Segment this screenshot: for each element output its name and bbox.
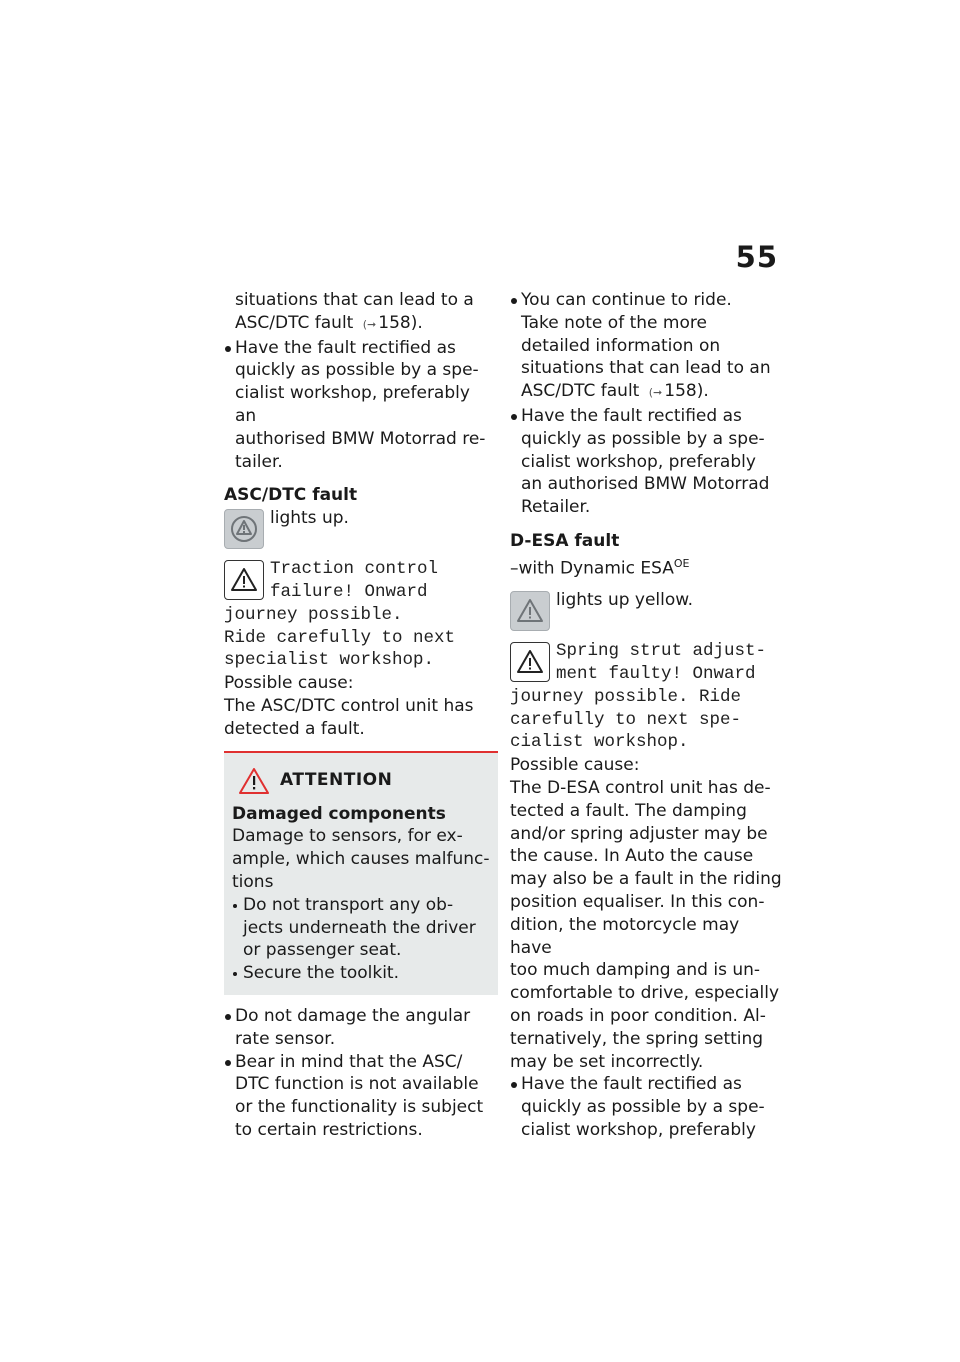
equipment-text: –with Dynamic ESA [510, 558, 674, 579]
text-line: the cause. In Auto the cause [510, 846, 754, 867]
lamp-description: lights up. [270, 508, 349, 529]
desa-warning-lamp-icon [510, 591, 550, 631]
message-line: cialist workshop. [510, 732, 689, 753]
page-reference[interactable]: 158). [378, 312, 423, 333]
text-line: ternatively, the spring setting [510, 1028, 764, 1049]
text-line: You can continue to ride. [521, 290, 732, 310]
text-line: or the functionality is subject [235, 1097, 484, 1118]
attention-header [232, 767, 490, 795]
attention-triangle-icon [238, 767, 270, 795]
text-line: Bear in mind that the ASC/ [235, 1051, 463, 1072]
text-line: Take note of the more [521, 312, 707, 333]
message-line: failure! Onward [270, 581, 428, 602]
asc-lamp-row [224, 507, 494, 549]
list-item [510, 289, 782, 405]
text-line: quickly as possible by a spe- [521, 428, 765, 449]
text-line: The D-ESA control unit has de- [510, 778, 771, 798]
text-line: authorised BMW Motorrad re- [235, 428, 486, 449]
display-message-spring-strut [510, 640, 782, 754]
text-line: detected a fault. [224, 718, 365, 739]
list-item [510, 1073, 782, 1141]
text-line: cialist workshop, preferably [521, 1119, 756, 1140]
page-reference[interactable]: 158). [664, 381, 709, 402]
equipment-note [510, 553, 782, 580]
text-line: may also be a fault in the riding [510, 869, 782, 890]
general-warning-triangle-icon [224, 560, 264, 600]
list-item [224, 337, 494, 474]
text-line: ASC/DTC fault [235, 312, 354, 333]
section-title-desa: D-ESA fault [510, 530, 620, 551]
text-line: too much damping and is un- [510, 960, 761, 981]
text-line: tected a fault. The damping [510, 800, 747, 821]
general-warning-triangle-icon [510, 642, 550, 682]
text-line: tailer. [235, 451, 283, 472]
text-line: and/or spring adjuster may be [510, 823, 768, 844]
page-number: 55 [735, 240, 778, 274]
message-line: journey possible. [224, 604, 403, 625]
text-line: cialist workshop, preferably an [235, 383, 470, 426]
text-line: Have the fault rectified as [235, 337, 456, 358]
text-line: an authorised BMW Motorrad [521, 474, 770, 495]
list-item [232, 894, 490, 962]
continued-text [224, 289, 494, 337]
text-line: on roads in poor condition. Al- [510, 1005, 766, 1026]
message-line: specialist workshop. [224, 650, 435, 671]
text-line: may be set incorrectly. [510, 1051, 704, 1072]
text-line: quickly as possible by a spe- [521, 1097, 765, 1118]
text-line: quickly as possible by a spe- [235, 360, 479, 381]
display-message-traction [224, 558, 494, 672]
text-line: ASC/DTC fault [521, 381, 640, 402]
attention-title: ATTENTION [280, 770, 393, 791]
text-line: dition, the motorcycle may have [510, 914, 740, 958]
lamp-description: lights up yellow. [556, 590, 694, 611]
attention-subtitle: Damaged components [232, 803, 446, 824]
text-line: position equaliser. In this con- [510, 891, 765, 912]
list-item [224, 1005, 494, 1051]
message-line: Spring strut adjust- [556, 641, 767, 662]
text-line: Have the fault rectified as [521, 1074, 742, 1095]
right-column [510, 289, 782, 1142]
cause-label: Possible cause: [510, 755, 640, 776]
text-line: cialist workshop, preferably [521, 451, 756, 472]
arrow-right-icon: (➞ [648, 386, 663, 400]
text-line: situations that can lead to a [235, 290, 474, 310]
text-line: DTC function is not available [235, 1074, 479, 1095]
attention-box [224, 751, 498, 995]
text-line: jects underneath the driver [243, 917, 476, 938]
message-line: ment faulty! Onward [556, 664, 756, 685]
text-line: detailed information on [521, 335, 721, 356]
text-line: Do not damage the angular [235, 1005, 471, 1026]
text-line [521, 380, 782, 405]
asc-warning-lamp-icon [224, 509, 264, 549]
text-line: rate sensor. [235, 1028, 336, 1049]
left-column [224, 289, 494, 1142]
list-item [224, 1051, 494, 1142]
section-title-asc-dtc: ASC/DTC fault [224, 485, 358, 506]
message-line: Traction control [270, 559, 439, 580]
text-line: Secure the toolkit. [243, 963, 399, 984]
text-line: Damage to sensors, for ex- [232, 826, 463, 847]
cause-label: Possible cause: [224, 673, 354, 694]
text-line: situations that can lead to an [521, 358, 771, 379]
message-line: carefully to next spe- [510, 709, 742, 730]
text-line: or passenger seat. [243, 940, 402, 961]
list-item [510, 405, 782, 519]
text-line: ample, which causes malfunc- [232, 849, 490, 870]
text-line: tions [232, 871, 274, 892]
cause-text [510, 777, 782, 1073]
message-line: journey possible. Ride [510, 686, 742, 707]
text-line: The ASC/DTC control unit has [224, 695, 474, 716]
text-line: Retailer. [521, 497, 591, 518]
message-line: Ride carefully to next [224, 627, 456, 648]
text-line [235, 312, 494, 337]
text-line: Have the fault rectified as [521, 405, 742, 426]
desa-lamp-row [510, 589, 782, 631]
list-item [232, 962, 490, 985]
text-line: Do not transport any ob- [243, 894, 454, 915]
text-line: comfortable to drive, especially [510, 983, 780, 1004]
text-line: to certain restrictions. [235, 1119, 423, 1140]
oe-marker: OE [673, 556, 690, 570]
arrow-right-icon: (➞ [362, 317, 377, 331]
